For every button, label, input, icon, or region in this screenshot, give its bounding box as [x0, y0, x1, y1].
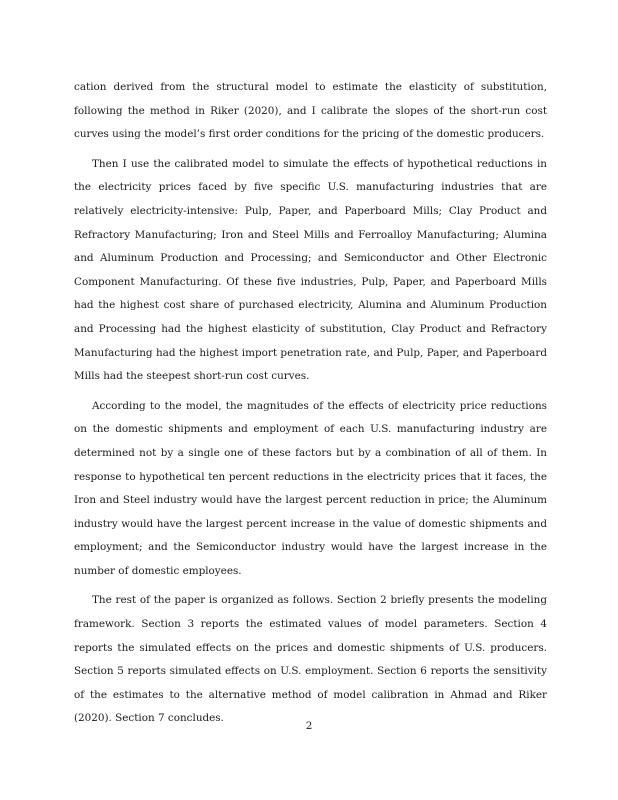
body-text — [74, 76, 547, 737]
paragraph-simulation: Then I use the calibrated model to simulate the effects of hypothetical reductions in the electricity prices faced by five specific U.S. manufacturing industries that are relatively electricity-intensive: Pulp, Paper, and Paperboard Mills; Clay Product and Refractory Manufacturing; Iron and Steel Mills and Ferroalloy Manufacturing; Alumina and Aluminum Production and Processing; and Semiconductor and Other Electronic Component Manufacturing. Of these five industries, Pulp, Paper, and Paperboard Mills had the highest cost share of purchased electricity, Alumina and Aluminum Production and Processing had the highest elasticity of substitution, Clay Product and Refractory Manufacturing had the highest import penetration rate, and Pulp, Paper, and Paperboard Mills had the steepest short-run cost curves. — [74, 157, 547, 383]
paragraph-organization: The rest of the paper is organized as follows. Section 2 briefly presents the modeling framework. Section 3 reports the estimated values of model parameters. Section 4 reports the simulated effects on the prices and domestic shipments of U.S. producers. Section 5 reports simulated effects on U.S. employment. Section 6 reports the sensitivity of the estimates to the alternative method of model calibration in Ahmad and Riker (2020). Section 7 concludes. — [74, 594, 547, 725]
paragraph-model-results: According to the model, the magnitudes of the effects of electricity price reductions on the domestic shipments and employment of each U.S. manufacturing industry are determined not by a single one of these factors but by a combination of all of them. In response to hypothetical ten percent reductions in the electricity prices that it faces, the Iron and Steel industry would have the largest percent reduction in price; the Aluminum industry would have the largest percent increase in the value of domestic shipments and employment; and the Semiconductor industry would have the largest increase in the number of domestic employees. — [74, 399, 547, 577]
paragraph-continuation: cation derived from the structural model to estimate the elasticity of substitution, following the method in Riker (2020), and I calibrate the slopes of the short-run cost curves using the model’s first order conditions for the pricing of the domestic producers. — [74, 81, 547, 141]
page-number: 2 — [305, 720, 313, 732]
